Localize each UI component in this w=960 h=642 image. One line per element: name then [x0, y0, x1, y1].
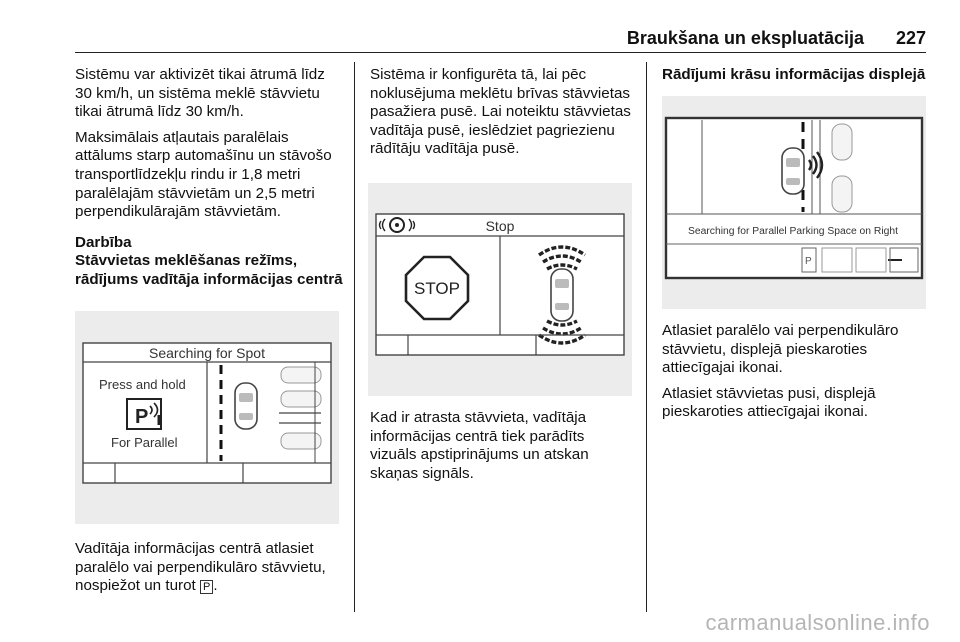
column-2: [370, 66, 634, 166]
dic-stop-illustration: [368, 183, 632, 396]
dic-search-illustration: [75, 311, 339, 524]
display-status-text: Searching for Parallel Parking Space on Right: [688, 226, 899, 237]
paragraph: Sistēma ir konfigurēta tā, lai pēc noklusējuma meklētu brīvas stāvvietas pasažiera pusē. Lai noteiktu stāvvietas vadītāja pusē, ieslēdziet pagriezienu rādītāju vadītāja pusē.: [370, 66, 631, 158]
column-2-bottom: [370, 409, 634, 490]
paragraph: Atlasiet paralēlo vai perpendikulāro stāvvietu, displejā pieskaroties attiecīgajai ikonai.: [662, 322, 899, 377]
parking-mode-letter: P: [805, 256, 812, 267]
paragraph: Kad ir atrasta stāvvieta, vadītāja informācijas centrā tiek parādīts vizuāls apstiprinājums un atskan skaņas signāls.: [370, 409, 589, 482]
section-title: Braukšana un ekspluatācija: [626, 28, 864, 48]
car-icon: [782, 148, 804, 194]
watermark-text: carmanualsonline.info: [705, 610, 930, 635]
stop-sign-icon: [406, 257, 468, 319]
for-parallel-text: For Parallel: [111, 435, 178, 450]
column-1: [75, 66, 343, 290]
parking-button-inline-icon: P: [200, 580, 213, 594]
paragraph: Vadītāja informācijas centrā atlasiet paralēlo vai perpendikulāro stāvvietu, nospiežot un turot P .: [75, 540, 326, 595]
column-3: [662, 66, 932, 85]
column-3-bottom: [662, 322, 932, 429]
paragraph-text: Vadītāja informācijas centrā atlasiet paralēlo vai perpendikulāro stāvvietu, nospiežot un turot: [75, 540, 326, 595]
parking-icon-letter: P: [135, 406, 149, 428]
car-icon: [235, 383, 257, 429]
paragraph: Sistēmu var aktivizēt tikai ātrumā līdz 30 km/h, un sistēma meklē stāvvietu tikai ātrumā līdz 30 km/h.: [75, 66, 325, 121]
figure-dic-stop: [368, 183, 632, 396]
page-number: 227: [895, 28, 926, 48]
header-rule: [75, 52, 926, 53]
column-1-bottom: [75, 540, 343, 604]
column-divider: [646, 62, 647, 612]
paragraph: Maksimālais atļautais paralēlais attālums starp automašīnu un stāvošo transportlīdzekļu rindu ir 1,8 metri paralēlajām stāvvietām un 2,5 metri perpendikulārajām stāvvietām.: [75, 128, 332, 221]
subheading: Stāvvietas meklēšanas režīms, rādījums vadītāja informācijas centrā: [75, 252, 343, 288]
dic-title: Stop: [485, 218, 515, 234]
press-and-hold-text: Press and hold: [99, 377, 186, 392]
stop-sign-text: STOP: [414, 279, 460, 298]
color-display-illustration: [662, 96, 926, 309]
column-divider: [354, 62, 355, 612]
heading: Rādījumi krāsu informācijas displejā: [662, 66, 926, 83]
heading: Darbība: [75, 233, 132, 251]
paragraph: Atlasiet stāvvietas pusi, displejā pieskaroties attiecīgajai ikonai.: [662, 384, 876, 421]
figure-color-display: [662, 96, 926, 309]
dic-title: Searching for Spot: [149, 345, 265, 361]
figure-dic-search: [75, 311, 339, 524]
